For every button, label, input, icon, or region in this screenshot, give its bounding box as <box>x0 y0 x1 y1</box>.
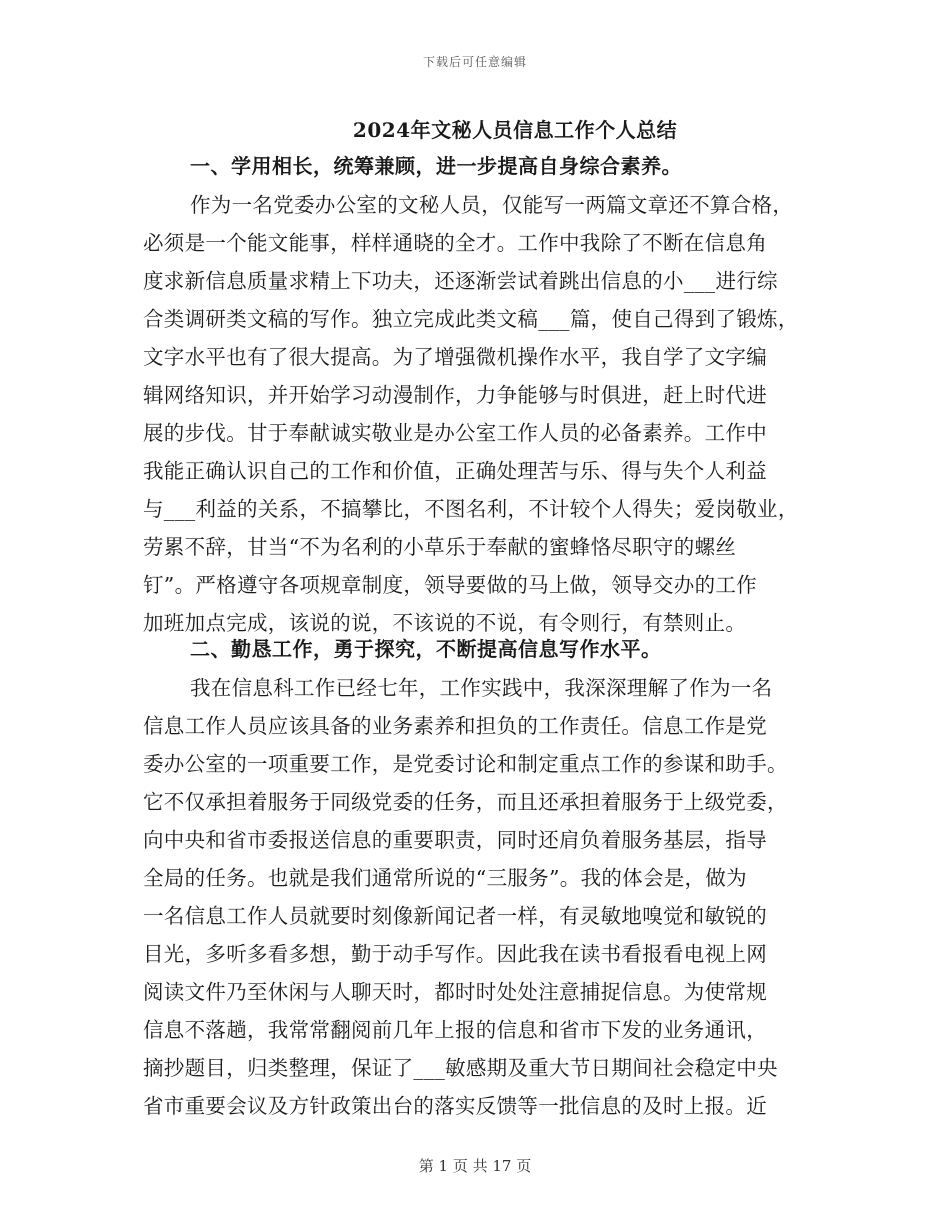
paragraph-line: 阅读文件乃至休闲与人聊天时，都时时处处注意捕捉信息。为使常规 <box>143 980 767 1004</box>
section-2-heading: 二、勤恳工作，勇于探究，不断提高信息写作水平。 <box>190 637 662 661</box>
page-footer: 第 1 页 共 17 页 <box>418 1157 532 1175</box>
paragraph-line: 展的步伐。甘于奉献诚实敬业是办公室工作人员的必备素养。工作中 <box>143 421 767 445</box>
paragraph-line: 我在信息科工作已经七年，工作实践中，我深深理解了作为一名 <box>190 676 773 700</box>
paragraph-line: 文字水平也有了很大提高。为了增强微机操作水平，我自学了文字编 <box>143 345 767 369</box>
paragraph-line: 劳累不辞，甘当“不为名利的小草乐于奉献的蜜蜂恪尽职守的螺丝 <box>143 535 737 559</box>
paragraph-line: 信息工作人员应该具备的业务素养和担负的工作责任。信息工作是党 <box>143 714 767 738</box>
header-note: 下载后可任意编辑 <box>422 55 527 69</box>
paragraph-line: 摘抄题目，归类整理，保证了___敏感期及重大节日期间社会稳定中央 <box>143 1056 778 1080</box>
paragraph-line: 度求新信息质量求精上下功夫，还逐渐尝试着跳出信息的小___进行综 <box>143 269 778 293</box>
paragraph-line: 与___利益的关系，不搞攀比，不图名利，不计较个人得失；爱岗敬业， <box>143 497 799 521</box>
paragraph-line: 一名信息工作人员就要时刻像新闻记者一样，有灵敏地嗅觉和敏锐的 <box>143 904 767 928</box>
paragraph-line: 信息不落趟，我常常翻阅前几年上报的信息和省市下发的业务通讯， <box>143 1018 767 1042</box>
paragraph-line: 合类调研类文稿的写作。独立完成此类文稿___篇，使自己得到了锻炼， <box>143 307 799 331</box>
paragraph-line: 向中央和省市委报送信息的重要职责，同时还肩负着服务基层，指导 <box>143 828 767 852</box>
paragraph-line: 我能正确认识自己的工作和价值，正确处理苦与乐、得与失个人利益 <box>143 459 767 483</box>
paragraph-line: 加班加点完成，该说的说，不该说的不说，有令则行，有禁则止。 <box>143 611 747 635</box>
paragraph-line: 委办公室的一项重要工作，是党委讨论和制定重点工作的参谋和助手。 <box>143 752 788 776</box>
paragraph-line: 目光，多听多看多想，勤于动手写作。因此我在读书看报看电视上网 <box>143 942 767 966</box>
paragraph-line: 省市重要会议及方针政策出台的落实反馈等一批信息的及时上报。近 <box>143 1094 767 1118</box>
section-1-heading: 一、学用相长，统筹兼顾，进一步提高自身综合素养。 <box>190 154 682 178</box>
paragraph-line: 钉”。严格遵守各项规章制度，领导要做的马上做，领导交办的工作 <box>143 573 757 597</box>
paragraph-line: 辑网络知识，并开始学习动漫制作，力争能够与时俱进，赶上时代进 <box>143 383 767 407</box>
paragraph-line: 它不仅承担着服务于同级党委的任务，而且还承担着服务于上级党委， <box>143 790 788 814</box>
document-title: 2024年文秘人员信息工作个人总结 <box>352 118 678 142</box>
paragraph-line: 作为一名党委办公室的文秘人员，仅能写一两篇文章还不算合格， <box>190 193 794 217</box>
paragraph-line: 必须是一个能文能事，样样通晓的全才。工作中我除了不断在信息角 <box>143 231 767 255</box>
paragraph-line: 全局的任务。也就是我们通常所说的“三服务”。我的体会是，做为 <box>143 866 747 890</box>
